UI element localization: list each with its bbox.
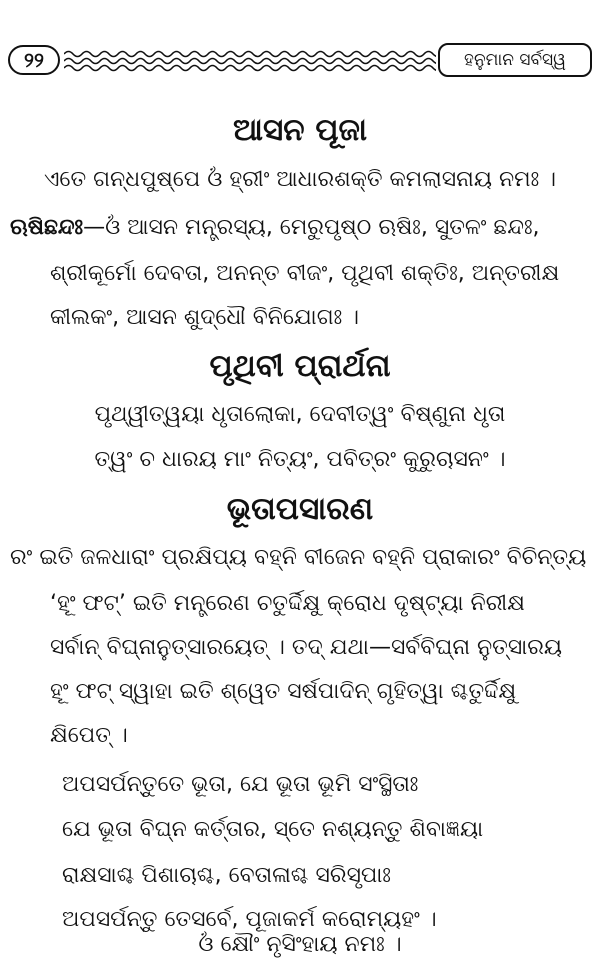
bhuta-line-3: ସର୍ବାନ୍ ବିଘ୍ନାନୁତ୍ସାରୟେତ୍ । ତଦ୍ ଯଥା—ସର୍ବବିଘ୍ନା ନୁତ୍ସାରୟ (50, 635, 563, 660)
page-number: ୨୨ (8, 45, 60, 75)
rishi-chhanda-label: ଋଷିଛନ୍ଦଃ (10, 215, 84, 240)
verse-line-4: ଅପସର୍ପନ୍ତୁ ତେସର୍ବେ, ପୂଜାକର୍ମ କରୋମ୍ୟହଂ । (62, 907, 437, 932)
page-header (0, 0, 600, 90)
heading-prithvi-prarthana: ପୃଥିବୀ ପ୍ରାର୍ଥନା (209, 348, 391, 384)
verse-line-5: ଓଁ କ୍ଷୌଂ ନୃସିଂହାୟ ନମଃ । (198, 932, 402, 957)
running-title: ହନୁମାନ ସର୍ବସ୍ୱ (438, 43, 592, 77)
heading-bhutapasarana: ଭୂତାପସାରଣ (226, 491, 374, 527)
prithvi-line-2: ତ୍ୱଂ ଚ ଧାରୟ ମାଂ ନିତ୍ୟଂ, ପବିତ୍ରଂ କୁରୁଚାସନଂ । (94, 447, 506, 472)
wavy-border-ornament (64, 48, 436, 74)
prithvi-line-1: ପୃଥ୍ୱୀତ୍ୱୟା ଧୃତାଲୋକା, ଦେବୀତ୍ୱଂ ବିଷ୍ଣୁନା ଧୃତା (94, 402, 506, 427)
heading-asana-puja: ଆସନ ପୂଜା (232, 112, 368, 148)
rishi-chhanda-text: —ଓଁ ଆସନ ମନ୍ତ୍ରସ୍ୟ, ମେରୁପୃଷ୍ଠ ଋଷିଃ, ସୁତଳଂ ଛନ୍ଦଃ, (83, 215, 540, 240)
verse-line-3: ରାକ୍ଷସାଶ୍ଚ ପିଶାଚାଶ୍ଚ, ବେତାଳାଶ୍ଚ ସରିସୃପାଃ (62, 863, 391, 888)
bhuta-line-4: ହୂଂ ଫଟ୍ ସ୍ୱାହା ଇତି ଶ୍ୱେତ ସର୍ଷପାଦିନ୍ ଗୃହିତ୍ୱା ଶ୍ଚତୁର୍ଦ୍ଦିକ୍ଷୁ (50, 679, 517, 704)
asana-line-1: ଏତେ ଗନ୍ଧପୁଷ୍ପେ ଓଁ ହ୍ରୀଂ ଆଧାରଶକ୍ତି କମଲାସନାୟ ନମଃ । (43, 167, 557, 192)
verse-line-1: ଅପସର୍ପନ୍ତୁତେ ଭୂତା, ଯେ ଭୂତା ଭୂମି ସଂସ୍ଥିତାଃ (62, 772, 419, 797)
asana-line-2 (10, 208, 540, 248)
asana-line-4: କୀଲକଂ, ଆସନ ଶୁଦ୍ଧୌ ବିନିଯୋଗଃ । (50, 305, 360, 330)
bhuta-line-5: କ୍ଷିପେତ୍ । (50, 723, 128, 748)
bhuta-line-1: ରଂ ଇତି ଜଳଧାରାଂ ପ୍ରକ୍ଷିପ୍ୟ ବହ୍ନି ବୀଜେନ ବହ୍ନି ପ୍ରାକାରଂ ବିଚିନ୍ତ୍ୟ (10, 545, 587, 570)
asana-line-3: ଶ୍ରୀକୂର୍ମୋ ଦେବତା, ଅନନ୍ତ ବୀଜଂ, ପୃଥିବୀ ଶକ୍ତିଃ, ଅନ୍ତରୀକ୍ଷ (50, 261, 560, 286)
verse-line-2: ଯେ ଭୂତା ବିଘ୍ନ କର୍ତ୍ତାର, ସ୍ତେ ନଶ୍ୟନ୍ତୁ ଶିବାଜ୍ଞୟା (62, 817, 484, 842)
bhuta-line-2: ‘ହୂଂ ଫଟ୍’ ଇତି ମନ୍ତ୍ରେଣ ଚତୁର୍ଦ୍ଦିକ୍ଷୁ କ୍ରୋଧ ଦୃଷ୍ଟ୍ୟା ନିରୀକ୍ଷ (50, 591, 525, 616)
